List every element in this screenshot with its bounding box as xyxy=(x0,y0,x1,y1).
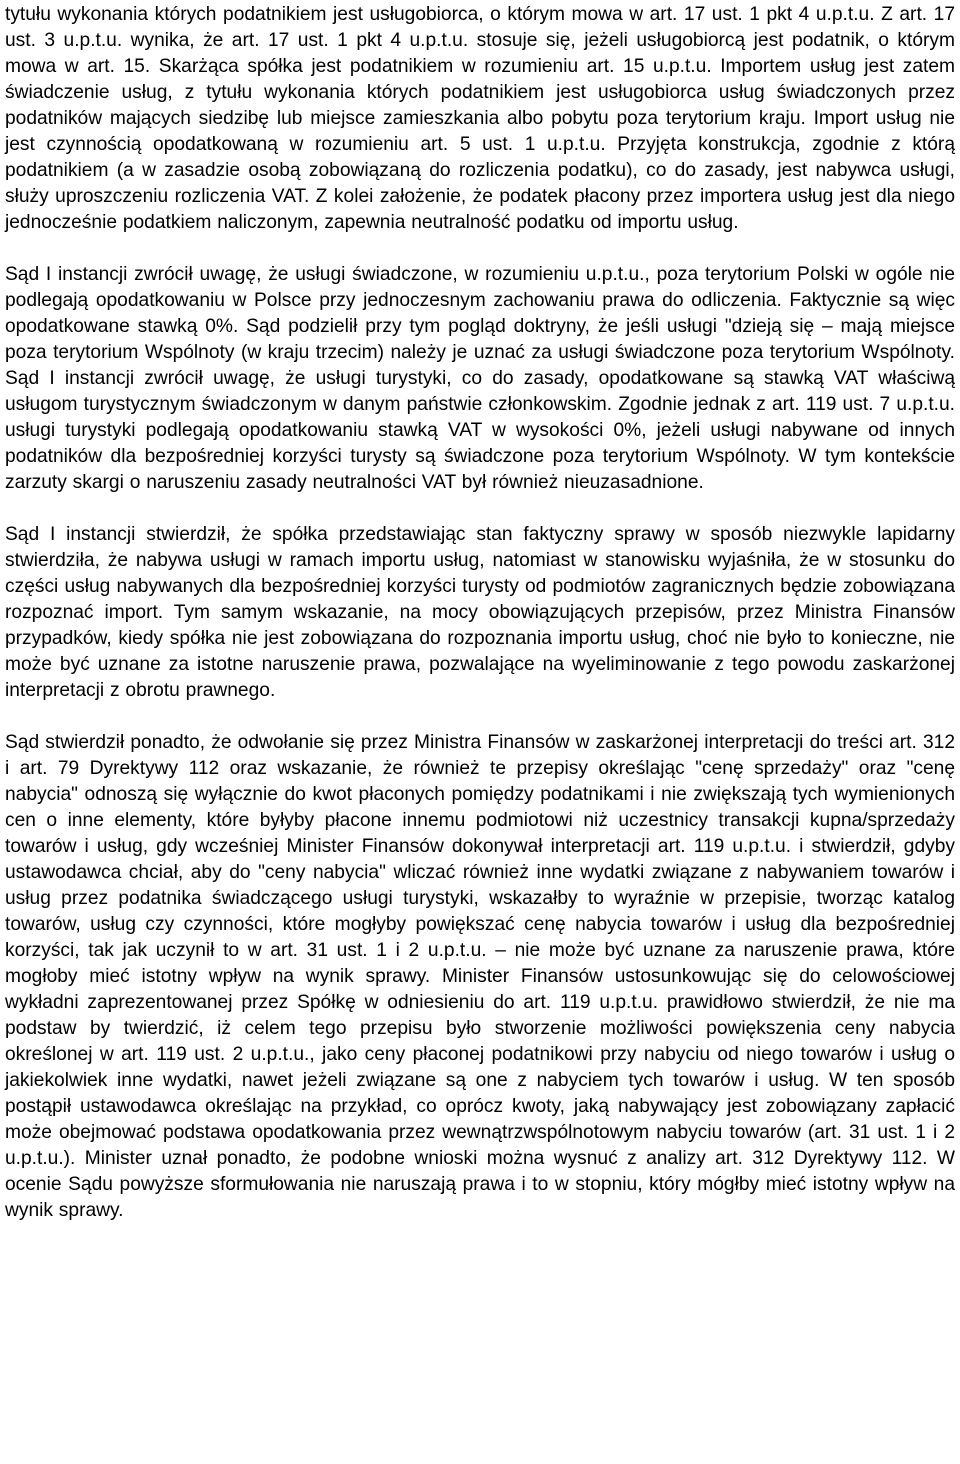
paragraph-stan-faktyczny: Sąd I instancji stwierdził, że spółka przedstawiając stan faktyczny sprawy w sposób niezwykle lapidarny stwierdziła, że nabywa usługi w ramach importu usług, natomiast w stanowisku wyjaśniła, że w stosunku do części usług nabywanych dla bezpośredniej korzyści turysty od podmiotów zagranicznych będzie zobowiązana rozpoznać import. Tym samym wskazanie, na mocy obowiązujących przepisów, przez Ministra Finansów przypadków, kiedy spółka nie jest zobowiązana do rozpoznania importu usług, choć nie było to konieczne, nie może być uznane za istotne naruszenie prawa, pozwalające na wyeliminowanie z tego powodu zaskarżonej interpretacji z obrotu prawnego. xyxy=(5,524,955,701)
paragraph-uslugi-poza-terytorium: Sąd I instancji zwrócił uwagę, że usługi świadczone, w rozumieniu u.p.t.u., poza terytorium Polski w ogóle nie podlegają opodatkowaniu w Polsce przy jednoczesnym zachowaniu prawa do odliczenia. Faktycznie są więc opodatkowane stawką 0%. Sąd podzielił przy tym pogląd doktryny, że jeśli usługi "dzieją się – mają miejsce poza terytorium Wspólnoty (w kraju trzecim) należy je uznać za usługi świadczone poza terytorium Wspólnoty. Sąd I instancji zwrócił uwagę, że usługi turystyki, co do zasady, opodatkowane są stawką VAT właściwą usługom turystycznym świadczonym w danym państwie członkowskim. Zgodnie jednak z art. 119 ust. 7 u.p.t.u. usługi turystyki podlegają opodatkowaniu stawką VAT w wysokości 0%, jeżeli usługi nabywane od innych podatników dla bezpośredniej korzyści turysty są świadczone poza terytorium Wspólnoty. W tym kontekście zarzuty skargi o naruszeniu zasady neutralności VAT był również nieuzasadnione. xyxy=(5,264,955,493)
paragraph-import-uslug: tytułu wykonania których podatnikiem jest usługobiorca, o którym mowa w art. 17 ust. 1 pkt 4 u.p.t.u. Z art. 17 ust. 3 u.p.t.u. wynika, że art. 17 ust. 1 pkt 4 u.p.t.u. stosuje się, jeżeli usługobiorcą jest podatnik, o którym mowa w art. 15. Skarżąca spółka jest podatnikiem w rozumieniu art. 15 u.p.t.u. Importem usług jest zatem świadczenie usług, z tytułu wykonania których podatnikiem jest usługobiorca usług świadczonych przez podatników mających siedzibę lub miejsce zamieszkania albo pobytu poza terytorium kraju. Import usług nie jest czynnością opodatkowaną w rozumieniu art. 5 ust. 1 u.p.t.u. Przyjęta konstrukcja, zgodnie z którą podatnikiem (a w zasadzie osobą zobowiązaną do rozliczenia podatku), co do zasady, jest nabywca usługi, służy uproszczeniu rozliczenia VAT. Z kolei założenie, że podatek płacony przez importera usług jest dla niego jednocześnie podatkiem naliczonym, zapewnia neutralność podatku od importu usług. xyxy=(5,4,955,233)
paragraph-dyrektywa-112: Sąd stwierdził ponadto, że odwołanie się przez Ministra Finansów w zaskarżonej interpretacji do treści art. 312 i art. 79 Dyrektywy 112 oraz wskazanie, że również te przepisy określając "cenę sprzedaży" oraz "cenę nabycia" odnoszą się wyłącznie do kwot płaconych pomiędzy podatnikami i nie zwiększają tych wymienionych cen o inne elementy, które byłyby płacone innemu podmiotowi niż uczestnicy transakcji kupna/sprzedaży towarów i usług, gdy wcześniej Minister Finansów dokonywał interpretacji art. 119 u.p.t.u. i stwierdził, gdyby ustawodawca chciał, aby do "ceny nabycia" wliczać również inne wydatki związane z nabywaniem towarów i usług przez podatnika świadczącego usługi turystyki, wskazałby to wyraźnie w przepisie, tworząc katalog towarów, usług czy czynności, które mogłyby powiększać cenę nabycia towarów i usług dla bezpośredniej korzyści, tak jak uczynił to w art. 31 ust. 1 i 2 u.p.t.u. – nie może być uznane za naruszenie prawa, które mogłoby mieć istotny wpływ na wynik sprawy. Minister Finansów ustosunkowując się do celowościowej wykładni zaprezentowanej przez Spółkę w odniesieniu do art. 119 u.p.t.u. prawidłowo stwierdził, że nie ma podstaw by twierdzić, iż celem tego przepisu było stworzenie możliwości powiększenia ceny nabycia określonej w art. 119 ust. 2 u.p.t.u., jako ceny płaconej podatnikowi przy nabyciu od niego towarów i usług o jakiekolwiek inne wydatki, nawet jeżeli związane są one z nabyciem tych towarów i usług. W ten sposób postąpił ustawodawca określając na przykład, co oprócz kwoty, jaką nabywający jest zobowiązany zapłacić może obejmować podstawa opodatkowania przez wewnątrzwspólnotowym nabyciu towarów (art. 31 ust. 1 i 2 u.p.t.u.). Minister uznał ponadto, że podobne wnioski można wysnuć z analizy art. 312 Dyrektywy 112. W ocenie Sądu powyższe sformułowania nie naruszają prawa i to w stopniu, który mógłby mieć istotny wpływ na wynik sprawy. xyxy=(5,732,955,1221)
